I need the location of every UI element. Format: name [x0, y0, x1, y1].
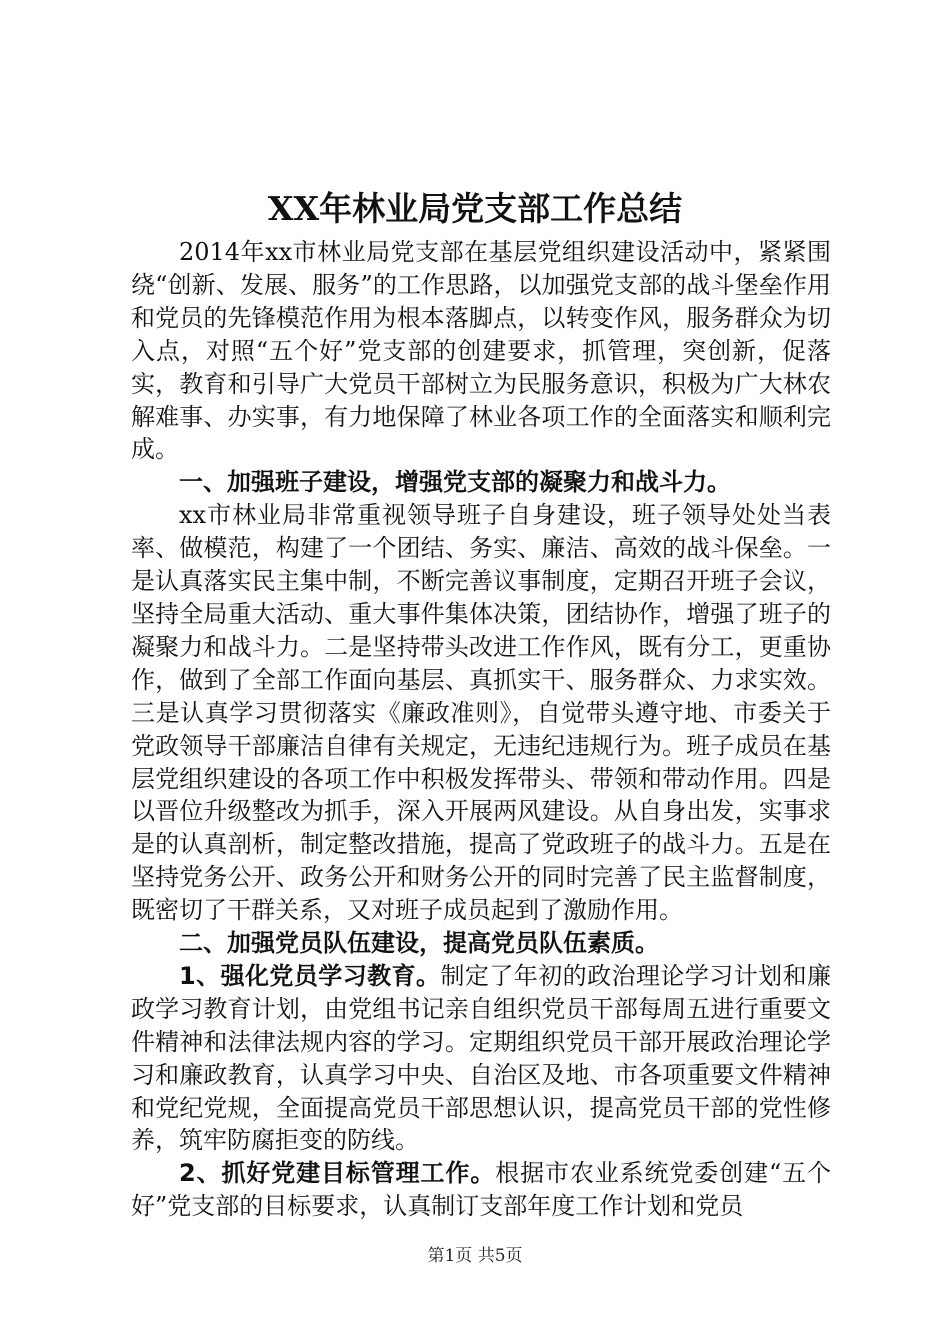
paragraph-text: 2014年xx市林业局党支部在基层党组织建设活动中，紧紧围绕“创新、发展、服务”的工作思路，以加强党支部的战斗堡垒作用和党员的先锋模范作用为根本落脚点，以转变作风，服务群众为切入点，对照“五个好”党支部的创建要求，抓管理，突创新，促落实，教育和引导广大党员干部树立为民服务意识，积极为广大林农解难事、办实事，有力地保障了林业各项工作的全面落实和顺利完成。 — [131, 238, 831, 464]
paragraph-item-2 — [131, 1157, 831, 1223]
paragraph-section-1 — [131, 499, 831, 927]
item-lead-2: 2、抓好党建目标管理工作。 — [179, 1159, 496, 1188]
page-title: XX年林业局党支部工作总结 — [267, 189, 683, 228]
paragraph-text: 制定了年初的政治理论学习计划和廉政学习教育计划，由党组书记亲自组织党员干部每周五进行重要文件精神和法律法规内容的学习。定期组织党员干部开展政治理论学习和廉政教育，认真学习中央、自治区及地、市各项重要文件精神和党纪党规，全面提高党员干部思想认识，提高党员干部的党性修养，筑牢防腐拒变的防线。 — [131, 961, 832, 1155]
paragraph-intro — [131, 236, 831, 466]
paragraph-text: xx市林业局非常重视领导班子自身建设，班子领导处处当表率、做模范，构建了一个团结、务实、廉洁、高效的战斗保垒。一是认真落实民主集中制，不断完善议事制度，定期召开班子会议，坚持全局重大活动、重大事件集体决策，团结协作，增强了班子的凝聚力和战斗力。二是坚持带头改进工作作风，既有分工，更重协作，做到了全部工作面向基层、真抓实干、服务群众、力求实效。三是认真学习贯彻落实《廉政准则》，自觉带头遵守地、市委关于党政领导干部廉洁自律有关规定，无违纪违规行为。班子成员在基层党组织建设的各项工作中积极发挥带头、带领和带动作用。四是以晋位升级整改为抓手，深入开展两风建设。从自身出发，实事求是的认真剖析，制定整改措施，提高了党政班子的战斗力。五是在坚持党务公开、政务公开和财务公开的同时完善了民主监督制度，既密切了干群关系，又对班子成员起到了激励作用。 — [131, 501, 831, 925]
section-heading-2: 二、加强党员队伍建设，提高党员队伍素质。 — [179, 929, 659, 958]
section-heading-1: 一、加强班子建设，增强党支部的凝聚力和战斗力。 — [179, 468, 731, 497]
item-lead-1: 1、强化党员学习教育。 — [179, 961, 441, 990]
document-body — [131, 236, 831, 1223]
page-footer: 第1页 共5页 — [427, 1246, 523, 1266]
paragraph-text: 根据市农业系统党委创建“五个好”党支部的目标要求，认真制订支部年度工作计划和党员 — [131, 1159, 831, 1221]
paragraph-item-1 — [131, 960, 831, 1157]
